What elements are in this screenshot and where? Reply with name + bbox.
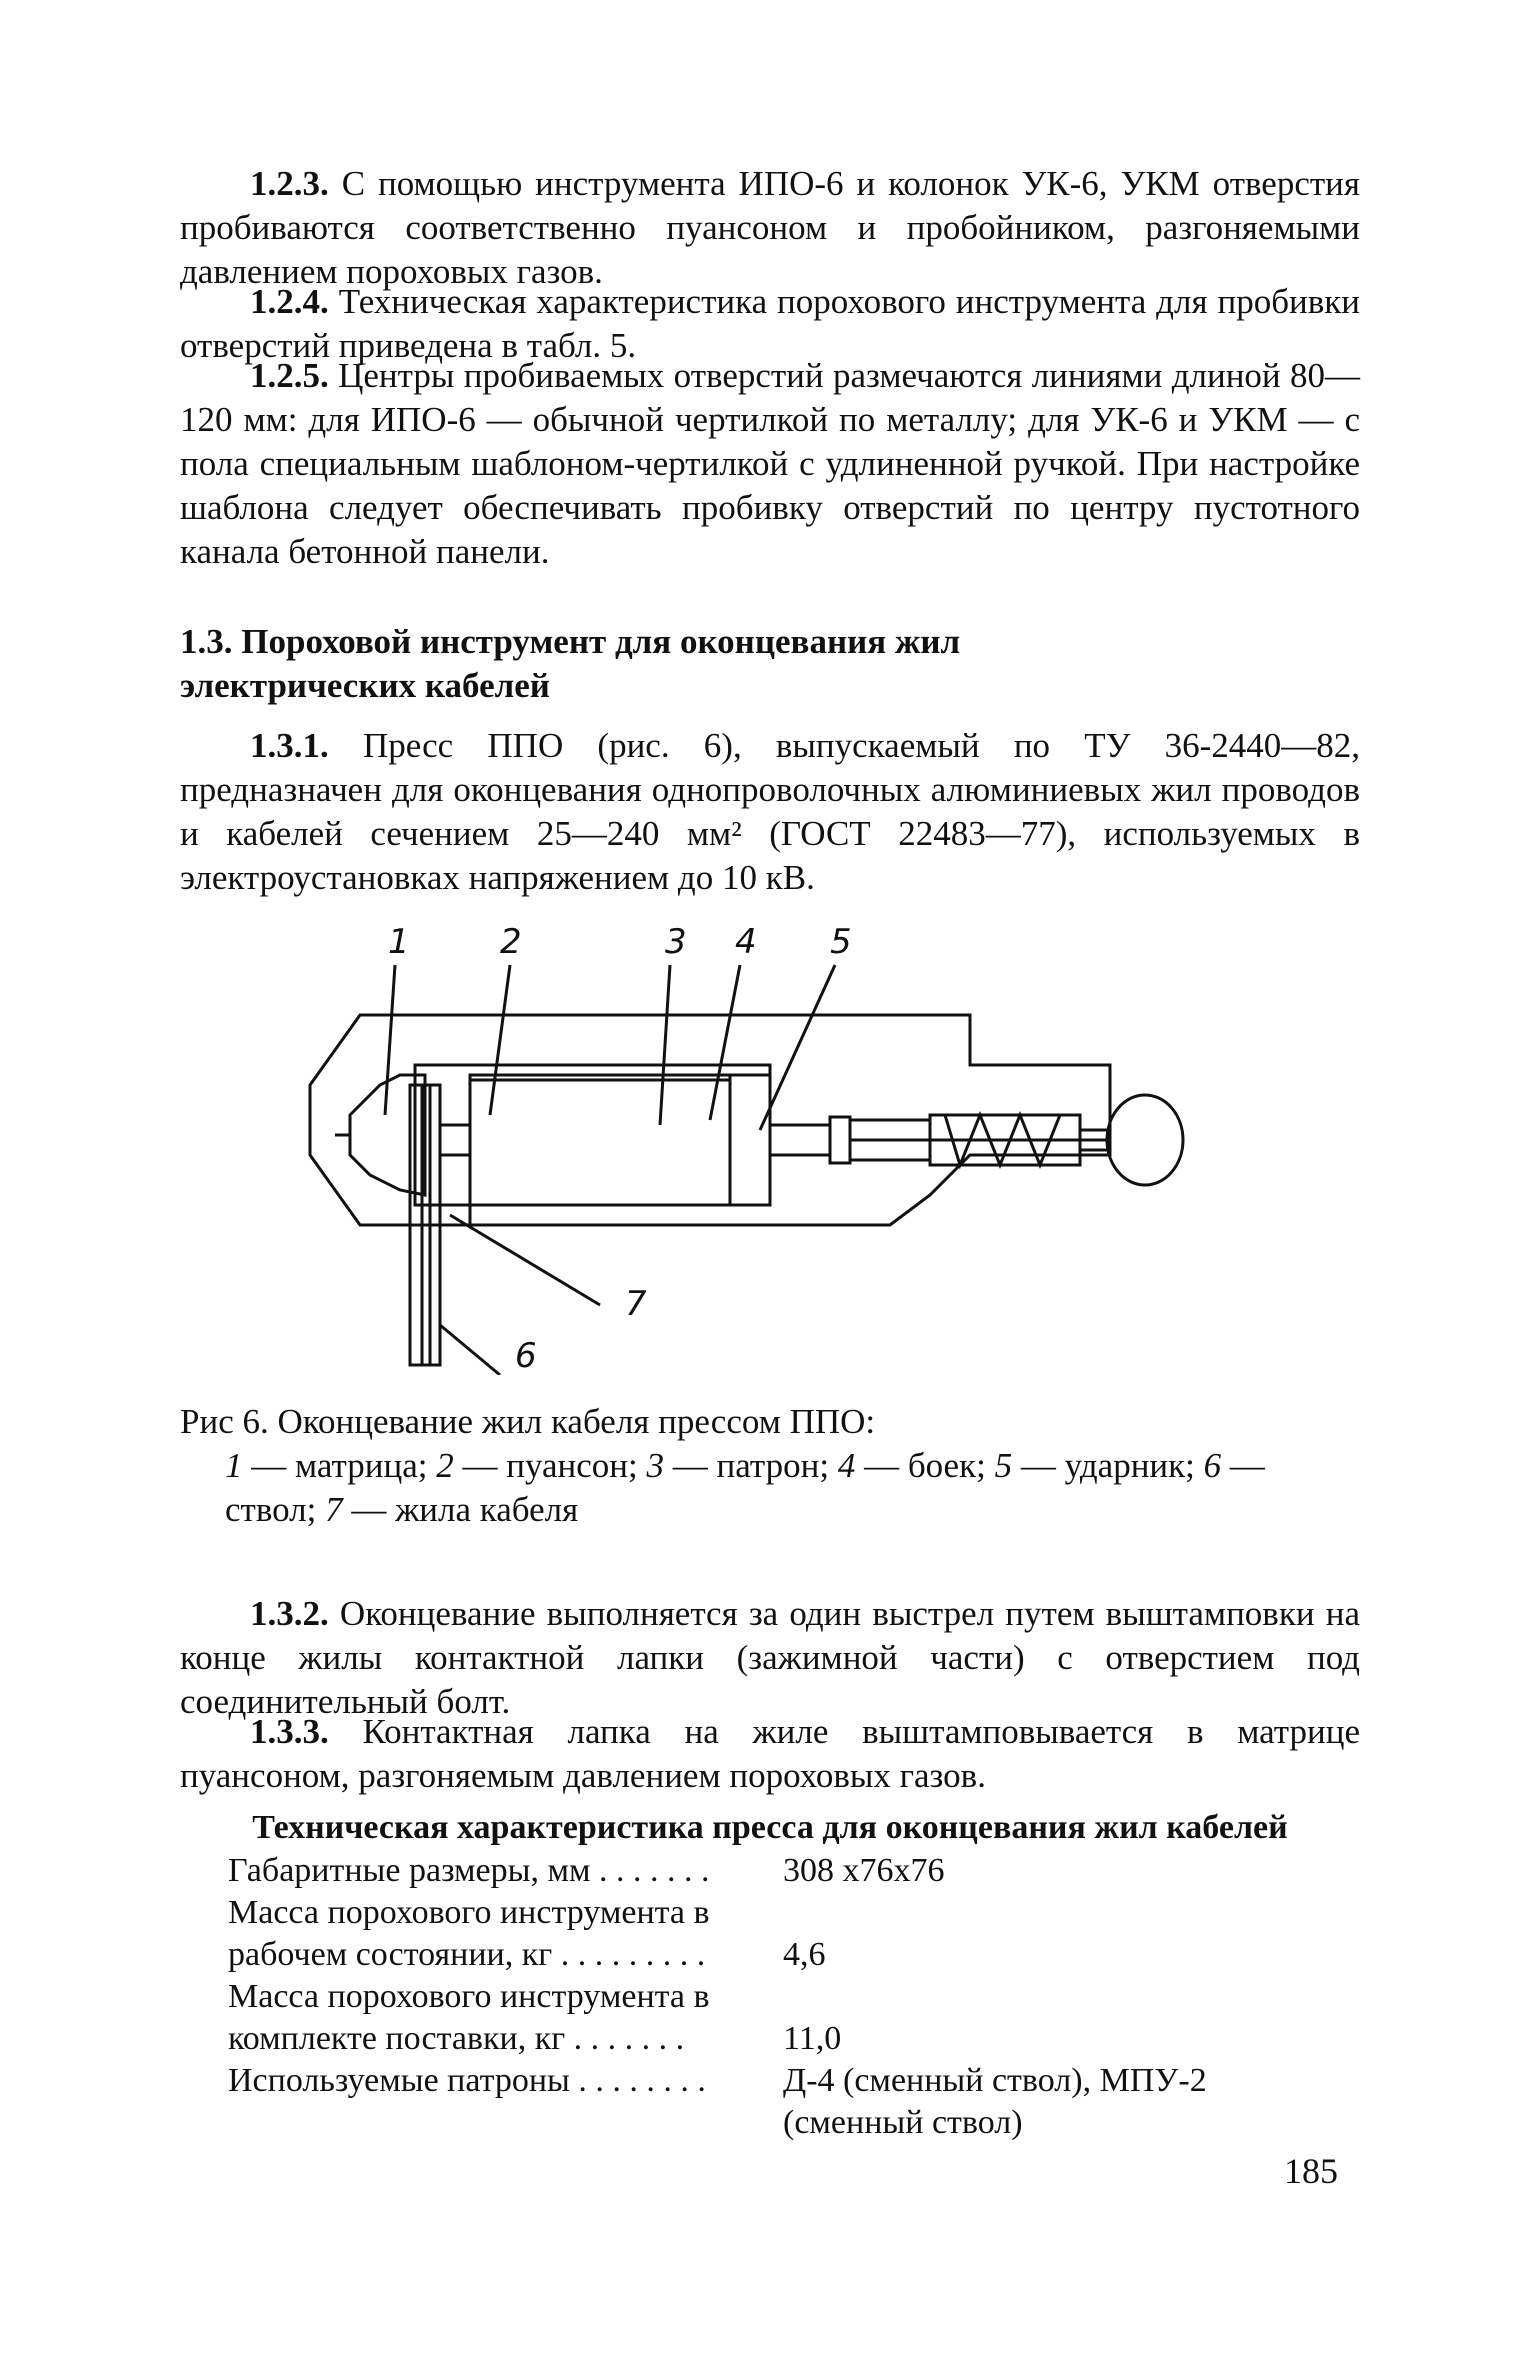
paragraph-text: Центры пробиваемых отверстий размечаются линиями длиной 80—120 мм: для ИПО-6 — обычной чертилкой по металлу; для УК-6 и УКМ — с пола специальным шаблоном-чертилкой с удлиненной ручкой. При настройке шаблона следует обеспечивать пробивку отверстий по центру пустотного канала бетонной панели. (180, 356, 1361, 571)
legend-text-4: — боек; (855, 1446, 995, 1485)
legend-num-5: 5 (994, 1446, 1013, 1485)
spec-row (228, 2060, 1348, 2144)
figure-caption (180, 1400, 1360, 1532)
press-ppo-drawing (290, 905, 1370, 1375)
paragraph-number: 1.3.3. (250, 1712, 329, 1751)
figure-6 (290, 905, 1370, 1375)
spec-row (228, 1850, 1348, 1892)
paragraph-text: С помощью инструмента ИПО-6 и колонок УК-6, УКМ отверстия пробиваются соответственно пуансоном и пробойником, разгоняемыми давлением пороховых газов. (180, 164, 1361, 291)
spec-key-line1: Масса порохового инструмента в (228, 1978, 710, 2015)
section-heading-line2: электрических кабелей (180, 666, 550, 705)
paragraph-1-2-5 (180, 354, 1360, 574)
legend-text-2: — пуансон; (453, 1446, 647, 1485)
figure-label-7: 7 (625, 1284, 647, 1324)
paragraph-1-3-3 (180, 1710, 1360, 1798)
figure-label-2: 2 (500, 922, 522, 962)
knob (1107, 1095, 1183, 1185)
spec-key (228, 1892, 783, 1976)
spec-row (228, 1892, 1348, 1976)
legend-text-1: — матрица; (242, 1446, 437, 1485)
paragraph-text: Контактная лапка на жиле выштамповывается в матрице пуансоном, разгоняемым давлением пороховых газов. (180, 1712, 1361, 1795)
paragraph-text: Техническая характеристика порохового инструмента для пробивки отверстий приведена в табл. 5. (180, 282, 1361, 365)
figure-label-4: 4 (735, 922, 757, 962)
paragraph-text: Пресс ППО (рис. 6), выпускаемый по ТУ 36-2440—82, предназначен для оконцевания однопроволочных алюминиевых жил проводов и кабелей сечением 25—240 мм² (ГОСТ 22483—77), используемых в электроустановках напряжением до 10 кВ. (180, 726, 1361, 897)
punch (470, 1075, 730, 1205)
cartridge (770, 1125, 830, 1155)
spec-table-title: Техническая характеристика пресса для оконцевания жил кабелей (252, 1809, 1288, 1846)
legend-text-3: — патрон; (664, 1446, 838, 1485)
spec-value: 308 х76х76 (783, 1852, 945, 1889)
legend-num-1: 1 (225, 1446, 243, 1485)
spec-key-line1: Масса порохового инструмента в (228, 1894, 710, 1931)
paragraph-number: 1.2.4. (250, 282, 329, 321)
spec-value: Д-4 (сменный ствол), МПУ-2 (сменный ствол) (783, 2062, 1207, 2141)
page-number: 185 (1284, 2151, 1338, 2191)
spec-key-line2: рабочем состоянии, кг . . . . . . . . . (228, 1936, 706, 1973)
spec-key (228, 1976, 783, 2060)
figure-label-6: 6 (515, 1336, 537, 1375)
legend-num-3: 3 (646, 1446, 665, 1485)
legend-num-2: 2 (436, 1446, 454, 1485)
spec-key: Используемые патроны . . . . . . . . (228, 2062, 706, 2099)
legend-num-6: 6 (1203, 1446, 1222, 1485)
legend-num-7: 7 (325, 1490, 343, 1529)
paragraph-text: Оконцевание выполняется за один выстрел путем выштамповки на конце жилы контактной лапки (зажимной части) с отверстием под соединительный болт. (180, 1594, 1360, 1721)
legend-text-7: — жила кабеля (342, 1490, 579, 1529)
figure-label-5: 5 (830, 922, 852, 962)
paragraph-1-3-1 (180, 724, 1360, 900)
paragraph-1-2-3 (180, 162, 1360, 294)
figure-legend (180, 1444, 1360, 1532)
spec-key-line2: комплекте поставки, кг . . . . . . . (228, 2020, 685, 2057)
paragraph-number: 1.2.5. (250, 356, 329, 395)
spec-value: 4,6 (783, 1936, 826, 1973)
legend-num-4: 4 (837, 1446, 856, 1485)
paragraph-number: 1.2.3. (250, 164, 329, 203)
spec-value: 11,0 (783, 2020, 842, 2057)
spec-row (228, 1976, 1348, 2060)
paragraph-number: 1.3.2. (250, 1594, 329, 1633)
legend-text-5: — ударник; (1012, 1446, 1204, 1485)
figure-caption-title: Рис 6. Оконцевание жил кабеля прессом ППО: (180, 1402, 876, 1441)
figure-label-1: 1 (388, 922, 410, 962)
paragraph-1-3-2 (180, 1592, 1360, 1724)
cable-core (440, 1205, 470, 1225)
paragraph-number: 1.3.1. (250, 726, 329, 765)
figure-label-3: 3 (665, 922, 687, 962)
spec-key: Габаритные размеры, мм . . . . . . . (228, 1852, 710, 1889)
section-heading (180, 620, 1360, 708)
section-heading-line1: 1.3. Пороховой инструмент для оконцевания жил (180, 622, 961, 661)
spec-table (228, 1850, 1348, 2144)
legend-text-6: — ствол; (225, 1446, 1265, 1529)
